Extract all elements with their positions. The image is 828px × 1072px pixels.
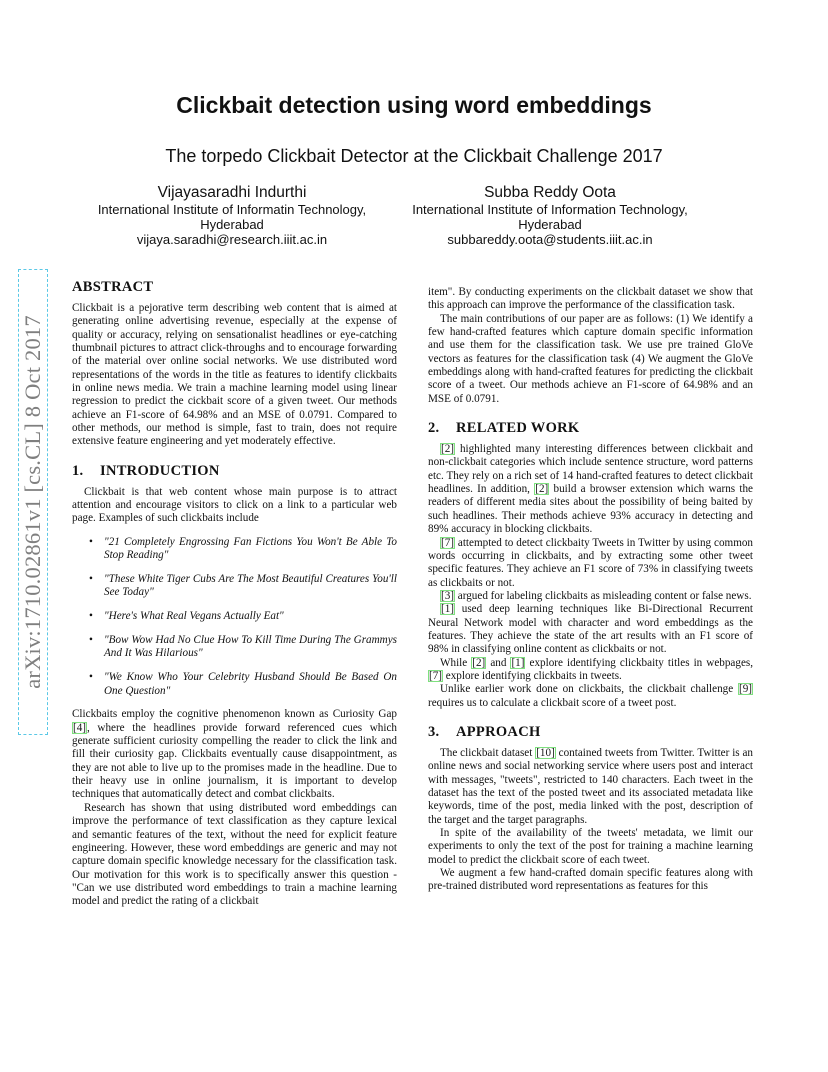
section-title: APPROACH — [456, 723, 541, 740]
author-affiliation: International Institute of Informatin Technology, — [97, 202, 367, 217]
paragraph — [428, 747, 753, 827]
paper-subtitle: The torpedo Clickbait Detector at the Clickbait Challenge 2017 — [165, 146, 663, 166]
clickbait-examples-list — [72, 536, 397, 698]
author-email: vijaya.saradhi@research.iiit.ac.in — [136, 232, 328, 247]
section-number: 3. — [428, 723, 440, 740]
text-run: Clickbaits employ the cognitive phenomenon known as Curiosity Gap — [72, 708, 397, 721]
paragraph: item". By conducting experiments on the clickbait dataset we show that this approach can improve the performance of the classification task. — [428, 286, 753, 312]
author-affiliation-city: Hyderabad — [200, 217, 264, 232]
text-run: explore identifying clickbaits in tweets. — [443, 669, 622, 682]
example-text: "These White Tiger Cubs Are The Most Beautiful Creatures You'll See Today" — [104, 573, 397, 599]
author-block — [67, 183, 397, 247]
paragraph — [428, 683, 753, 710]
text-run: argued for labeling clickbaits as misleading content or false news. — [455, 589, 752, 602]
citation-link[interactable]: [9] — [739, 683, 752, 696]
paragraph: The main contributions of our paper are as follows: (1) We identify a few hand-crafted features which capture domain specific information and use them for the classification task. We use pre trained GloVe vectors as features for the classification task (4) We augment the GloVe embeddings along with hand-crafted features for predicting the clickbait score of a tweet. Our methods achieve an F1-score of 64.98% and an MSE of 0.0791. — [428, 312, 753, 405]
paragraph — [428, 590, 753, 603]
list-item — [72, 536, 397, 563]
text-run: contained tweets from Twitter. Twitter is an online news and social networking service where users post and interact with messages, "tweets", restricted to 140 characters. Each tweet in the dataset has the text of the posted tweet and its associated metadata like keywords, time of the post, media linked with the post, description of the target and the target paragraphs. — [428, 746, 754, 826]
list-item — [72, 634, 397, 661]
list-item — [72, 610, 397, 623]
left-column — [72, 278, 397, 909]
text-run: highlighted many interesting differences between clickbait and non-clickbait categories which include sentence structure, word patterns etc. They rely on a rich set of 14 hand-crafted features to detect clickbait headlines. In addition, — [428, 443, 753, 496]
example-text: "We Know Who Your Celebrity Husband Should Be Based On One Question" — [104, 671, 397, 697]
paragraph — [428, 603, 753, 656]
example-text: "21 Completely Engrossing Fan Fictions You Won't Be Able To Stop Reading" — [104, 535, 397, 562]
paragraph — [428, 657, 753, 684]
section-heading-approach — [428, 723, 753, 741]
paper-title: Clickbait detection using word embeddings — [176, 92, 652, 118]
section-title: INTRODUCTION — [100, 462, 220, 479]
citation-link[interactable]: [1] — [511, 656, 525, 669]
paragraph: We augment a few hand-crafted domain specific features along with pre-trained distributed word representations as features for this — [428, 867, 753, 893]
section-number: 2. — [428, 420, 440, 437]
author-affiliation-city: Hyderabad — [518, 217, 582, 232]
paragraph — [428, 537, 753, 590]
text-run: attempted to detect clickbaity Tweets in Twitter by using common words occurring in clickbaits, and by extracting some other tweet specific features. They achieve an F1 score of 73% in classifying tweets as clickbaits or not. — [428, 536, 753, 589]
text-run: Unlike earlier work done on clickbaits, the clickbait challenge — [440, 683, 738, 696]
abstract-heading: ABSTRACT — [72, 279, 154, 295]
list-item — [72, 573, 397, 600]
author-affiliation: International Institute of Information Technology, — [412, 202, 688, 217]
bullet-icon: • — [89, 610, 93, 623]
author-block — [385, 183, 715, 247]
citation-link[interactable]: [4] — [73, 721, 86, 734]
citation-link[interactable]: [7] — [441, 536, 454, 549]
arxiv-identifier-stamp[interactable] — [18, 269, 48, 735]
text-run: build a browser extension which warns the readers of different media sites about the possibility of being baited by such headlines. Their methods achieve 93% accuracy in detecting and 89% accuracy in blocking clickbaits. — [428, 483, 753, 536]
text-run: explore identifying clickbaity titles in webpages, — [525, 656, 754, 669]
author-name: Vijayasaradhi Indurthi — [157, 184, 307, 201]
citation-link[interactable]: [10] — [536, 746, 555, 759]
author-name: Subba Reddy Oota — [484, 184, 616, 201]
paragraph — [428, 443, 753, 536]
section-title: RELATED WORK — [456, 420, 580, 437]
text-run: , where the headlines provide forward referenced cues which generate sufficient curiosity compelling the reader to click the link and fill their curiosity gap. Clickbaits eventually cause disappointment, as they are not able to live up to the promises made in the headline. Due to their heavy use in online journalism, it is important to develop techniques that automatically detect and combat clickbaits. — [72, 721, 397, 801]
list-item — [72, 671, 397, 698]
text-run: While — [440, 656, 472, 669]
example-text: "Here's What Real Vegans Actually Eat" — [104, 610, 284, 623]
abstract-text: Clickbait is a pejorative term describing web content that is aimed at generating online advertising revenue, especially at the expense of quality or accuracy, relying on sensationalist headlines or eye-catching thumbnail pictures to attract click-throughs and to encourage forwarding of the material over online social networks. We use distributed word representations of the words in the title as features to identify clickbaits in online news media. We train a machine learning model using linear regression to predict the cickbait score of a given tweet. Our methods achieve an F1-score of 64.98% and an MSE of 0.0791. Compared to other methods, our method is simple, fast to train, does not require extensive feature engineering and yet moderately effective. — [72, 302, 397, 448]
paragraph: Clickbait is that web content whose main purpose is to attract attention and encourage visitors to click on a link to a particular web page. Examples of such clickbaits include — [72, 485, 397, 525]
citation-link[interactable]: [2] — [535, 483, 549, 496]
paragraph: In spite of the availability of the tweets' metadata, we limit our experiments to only the text of the post for training a machine learning model to predict the clickbait score of each tweet. — [428, 827, 753, 866]
paragraph: Research has shown that using distributed word embeddings can improve the performance of text classification as they capture lexical and semantic features of the text, without the need for explicit feature engineering. However, these word embeddings are generic and may not capture domain specific knowledge necessary for the classification task. Our motivation for this work is to specifically answer this question - "Can we use distributed word embeddings to train a machine learning model and predict the rating of a clickbait — [72, 801, 397, 908]
example-text: "Bow Wow Had No Clue How To Kill Time During The Grammys And It Was Hilarious" — [104, 634, 397, 660]
arxiv-identifier: arXiv:1710.02861v1 [cs.CL] 8 Oct 2017 — [20, 315, 45, 689]
bullet-icon: • — [89, 671, 93, 684]
author-email: subbareddy.oota@students.iiit.ac.in — [447, 232, 653, 247]
text-run: and — [486, 656, 511, 669]
bullet-icon: • — [89, 634, 93, 647]
citation-link[interactable]: [3] — [441, 589, 454, 602]
paragraph — [72, 708, 397, 801]
right-column — [428, 286, 753, 894]
bullet-icon: • — [89, 573, 93, 585]
text-run: used deep learning techniques like Bi-Directional Recurrent Neural Network model with character and word embeddings as the features. They achieve the state of the art results with an F1 score of 98% in classifying online content as clickbaits or not. — [428, 603, 753, 656]
citation-link[interactable]: [7] — [429, 669, 442, 682]
section-heading-related-work — [428, 419, 753, 437]
section-heading-introduction — [72, 462, 397, 480]
text-run: requires us to calculate a clickbait score of a tweet post. — [428, 696, 677, 709]
section-number: 1. — [72, 462, 84, 479]
citation-link[interactable]: [2] — [441, 443, 454, 456]
citation-link[interactable]: [2] — [472, 656, 486, 669]
text-run: The clickbait dataset — [440, 746, 536, 759]
citation-link[interactable]: [1] — [441, 603, 454, 616]
bullet-icon: • — [89, 535, 93, 548]
